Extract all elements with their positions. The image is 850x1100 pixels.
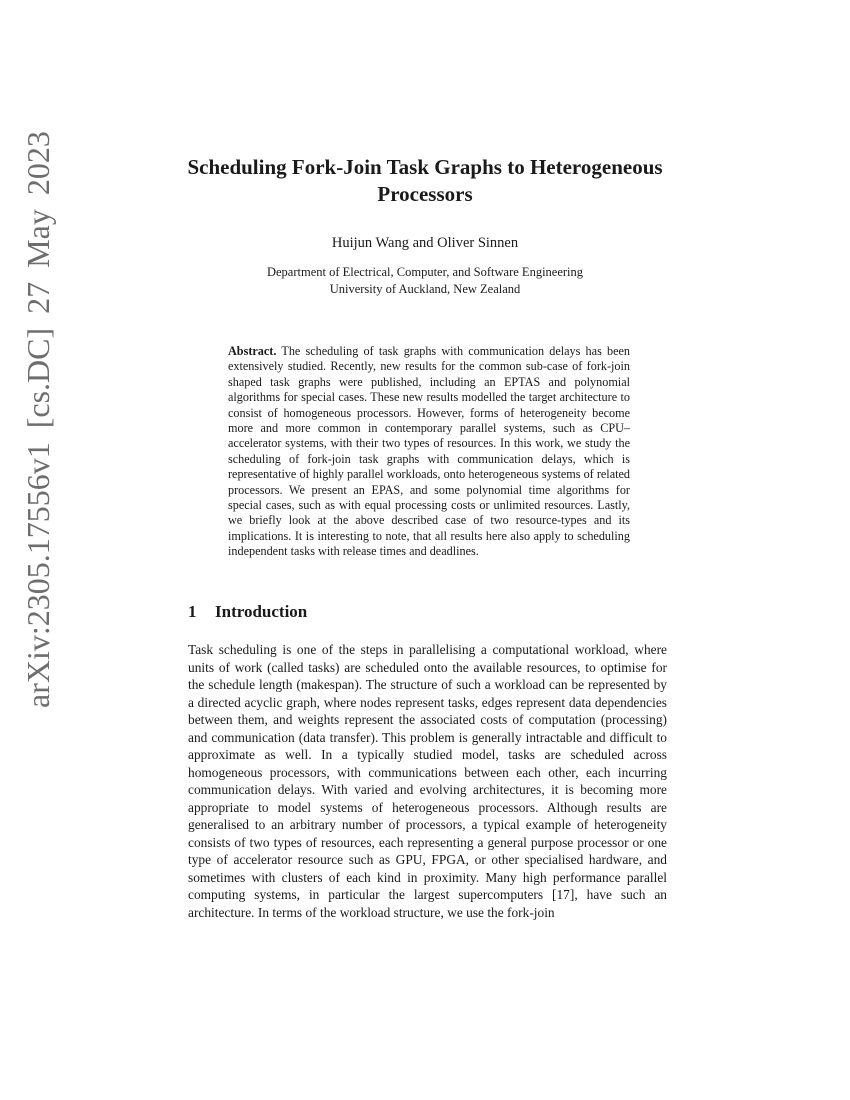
affiliation (150, 264, 700, 298)
abstract-body: The scheduling of task graphs with communication delays has been extensively studied. Recently, new results for the common sub-case of fork-join shaped task graphs were published, including an EPTAS and polynomial algorithms for special cases. These new results modelled the target architecture to consist of homogeneous processors. However, forms of heterogeneity become more and more common in contemporary parallel systems, such as CPU–accelerator systems, with their two types of resources. In this work, we study the scheduling of fork-join task graphs with communication delays, which is representative of highly parallel workloads, onto heterogeneous systems of related processors. We present an EPAS, and some polynomial time algorithms for special cases, such as with equal processing costs or unlimited resources. Lastly, we briefly look at the above described case of two resource-types and its implications. It is interesting to note, that all results here also apply to scheduling independent tasks with release times and deadlines. (228, 344, 631, 559)
affiliation-university: University of Auckland, New Zealand (329, 282, 521, 296)
author-list: Huijun Wang and Oliver Sinnen (331, 235, 519, 251)
section-title: Introduction (215, 602, 308, 621)
introduction-paragraph: Task scheduling is one of the steps in parallelising a computational workload, where units of work (called tasks) are scheduled onto the available resources, to optimise for the schedule length (makespan). The structure of such a workload can be represented by a directed acyclic graph, where nodes represent tasks, edges represent data dependencies between them, and weights represent the associated costs of computation (processing) and communication (data transfer). This problem is generally intractable and difficult to approximate as well. In a typically studied model, tasks are scheduled across homogeneous processors, with communications between each other, each incurring communication delays. With varied and evolving architectures, it is becoming more appropriate to model systems of heterogeneous processors. Although results are generalised to an arbitrary number of processors, a typical example of heterogeneity consists of two types of resources, each representing a general purpose processor or one type of accelerator resource such as GPU, FPGA, or other specialised hardware, and sometimes with clusters of each kind in proximity. Many high performance parallel computing systems, in particular the largest supercomputers [17], have such an architecture. In terms of the workload structure, we use the fork-join (188, 642, 667, 920)
affiliation-department: Department of Electrical, Computer, and Software Engineering (266, 265, 584, 279)
section-heading-introduction (188, 601, 307, 623)
abstract (228, 344, 630, 560)
paper-title: Scheduling Fork-Join Task Graphs to Heterogeneous Processors (187, 155, 663, 206)
section-number: 1 (188, 602, 197, 621)
abstract-label: Abstract. (228, 344, 277, 358)
arxiv-identifier-stamp: arXiv:2305.17556v1 [cs.DC] 27 May 2023 (20, 131, 56, 708)
